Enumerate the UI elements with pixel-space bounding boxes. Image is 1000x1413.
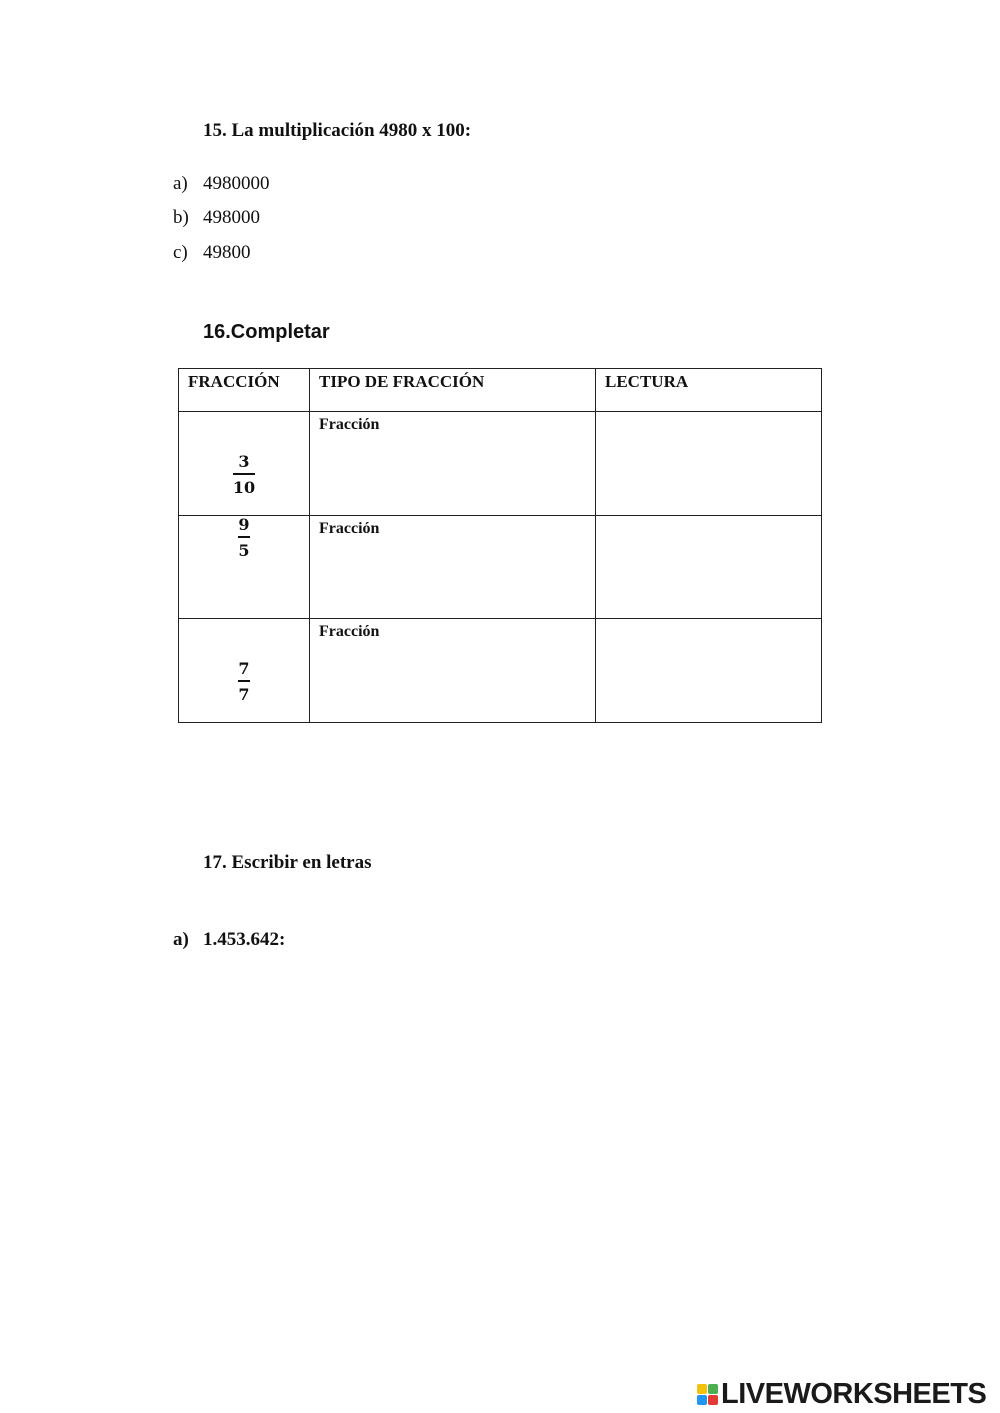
option-b bbox=[173, 207, 260, 229]
option-c bbox=[173, 242, 251, 264]
fraction-cell bbox=[179, 516, 310, 619]
logo-mark-square bbox=[708, 1384, 718, 1394]
fraction-denominator: 5 bbox=[238, 541, 250, 560]
header-lectura: LECTURA bbox=[596, 369, 822, 412]
item-a-letter: a) bbox=[173, 929, 189, 950]
option-a-text: 4980000 bbox=[203, 173, 270, 194]
lectura-cell[interactable] bbox=[596, 619, 822, 723]
logo-mark-square bbox=[708, 1395, 718, 1405]
header-tipo-de-fraccion: TIPO DE FRACCIÓN bbox=[310, 369, 596, 412]
fraction-numerator: 3 bbox=[238, 452, 250, 471]
fraction-numerator: 9 bbox=[238, 515, 250, 534]
lectura-cell[interactable] bbox=[596, 516, 822, 619]
logo-mark-icon bbox=[697, 1384, 718, 1405]
question-16-title: 16.Completar bbox=[203, 321, 330, 343]
logo-mark-square bbox=[697, 1384, 707, 1394]
fraction-cell bbox=[179, 412, 310, 516]
fraction bbox=[179, 515, 309, 560]
type-label: Fracción bbox=[319, 623, 380, 640]
fraction bbox=[179, 659, 309, 704]
item-a-text: 1.453.642: bbox=[203, 929, 286, 950]
option-b-letter: b) bbox=[173, 207, 189, 228]
option-c-text: 49800 bbox=[203, 242, 251, 263]
type-cell[interactable] bbox=[310, 412, 596, 516]
question-15-title: 15. La multiplicación 4980 x 100: bbox=[203, 120, 472, 141]
option-a-letter: a) bbox=[173, 173, 188, 194]
fraction-table bbox=[178, 368, 822, 723]
fraction-denominator: 10 bbox=[232, 478, 256, 497]
fraction bbox=[179, 452, 309, 497]
type-cell[interactable] bbox=[310, 619, 596, 723]
fraction-denominator: 7 bbox=[238, 685, 250, 704]
table-row bbox=[179, 412, 822, 516]
table-row bbox=[179, 516, 822, 619]
header-fraccion: FRACCIÓN bbox=[179, 369, 310, 412]
option-b-text: 498000 bbox=[203, 207, 260, 228]
option-c-letter: c) bbox=[173, 242, 188, 263]
fraction-bar bbox=[238, 536, 250, 538]
lectura-cell[interactable] bbox=[596, 412, 822, 516]
fraction-cell bbox=[179, 619, 310, 723]
table-header-row bbox=[179, 369, 822, 412]
question-17-title: 17. Escribir en letras bbox=[203, 852, 372, 873]
fraction-numerator: 7 bbox=[238, 659, 250, 678]
logo-mark-square bbox=[697, 1395, 707, 1405]
logo-text: LIVEWORKSHEETS bbox=[721, 1378, 987, 1410]
table-row bbox=[179, 619, 822, 723]
liveworksheets-logo bbox=[697, 1378, 986, 1411]
type-label: Fracción bbox=[319, 520, 380, 537]
question-17-item-a bbox=[173, 929, 285, 951]
fraction-bar bbox=[233, 473, 255, 475]
fraction-bar bbox=[238, 680, 250, 682]
type-label: Fracción bbox=[319, 416, 380, 433]
type-cell[interactable] bbox=[310, 516, 596, 619]
option-a bbox=[173, 173, 270, 195]
